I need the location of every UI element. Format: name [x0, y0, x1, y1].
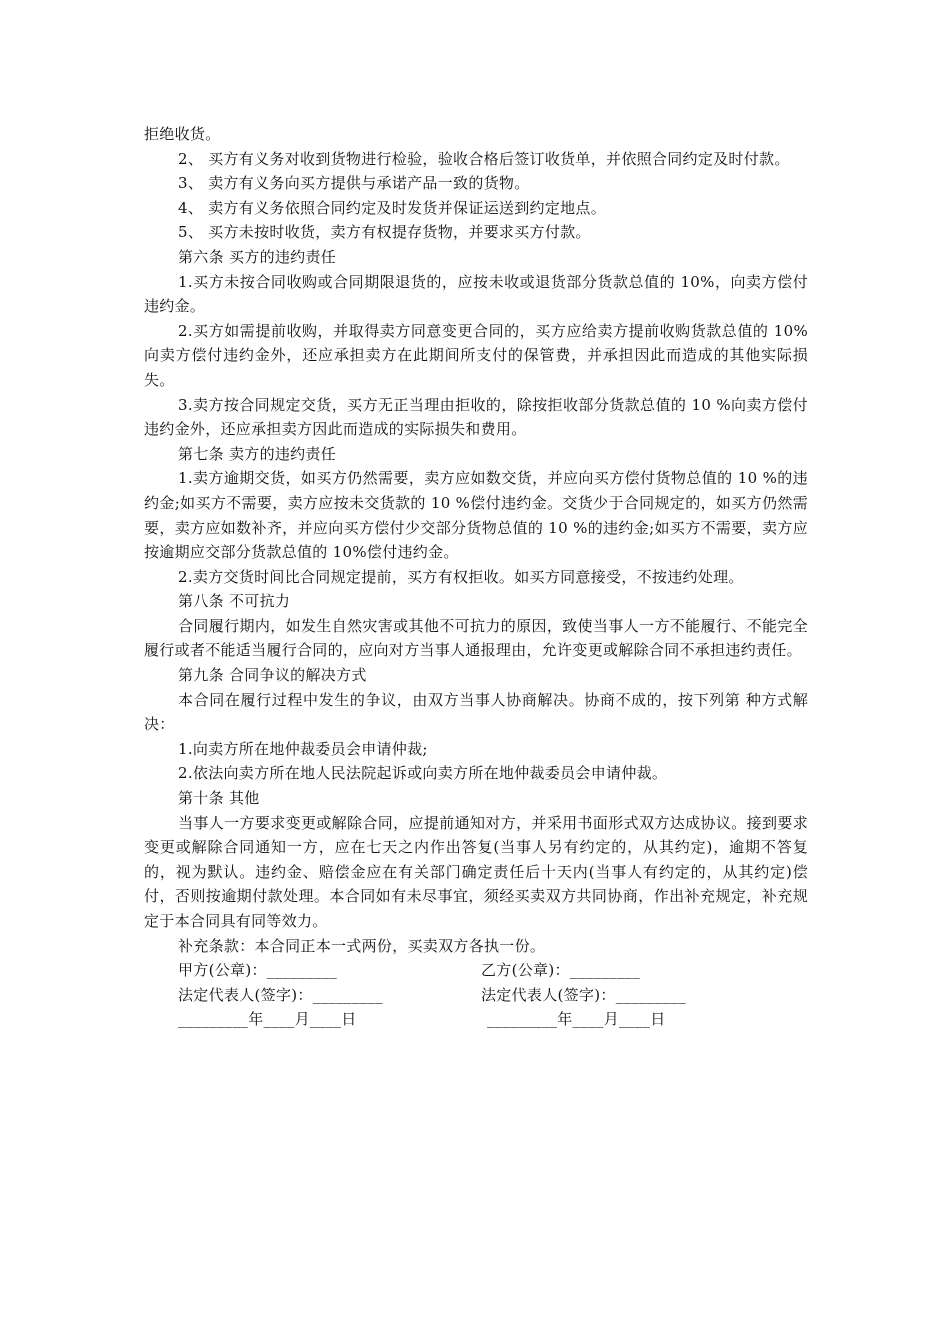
party-b-seal-line: 乙方(公章)：_________: [481, 961, 641, 980]
article-9-heading: 第九条 合同争议的解决方式: [178, 666, 367, 685]
article-6-item-2: 2.买方如需提前收购，并取得卖方同意变更合同的，买方应给卖方提前收购货款总值的 10%向卖方偿付违约金外，还应承担卖方在此期间所支付的保管费，并承担因此而造成的其他实际损失。: [144, 321, 808, 389]
article-8-heading: 第八条 不可抗力: [178, 592, 291, 611]
article-9-item-1: 1.向卖方所在地仲裁委员会申请仲裁;: [178, 739, 428, 758]
paragraph-continuation: 拒绝收货。: [144, 125, 221, 143]
supplementary-clause: 补充条款：本合同正本一式两份，买卖双方各执一份。: [178, 936, 546, 955]
party-b-representative-line: 法定代表人(签字)：_________: [481, 985, 686, 1004]
signature-row-seal: [144, 958, 808, 983]
article-7-item-2: 2.卖方交货时间比合同规定提前，买方有权拒收。如买方同意接受，不按违约处理。: [178, 567, 744, 586]
article-9-item-2: 2.依法向卖方所在地人民法院起诉或向卖方所在地仲裁委员会申请仲裁。: [178, 764, 668, 783]
article-9-body: 本合同在履行过程中发生的争议，由双方当事人协商解决。协商不成的，按下列第 种方式解决：: [144, 690, 808, 734]
article-6-heading: 第六条 买方的违约责任: [178, 247, 337, 266]
party-a-date-line: _________年____月____日: [178, 1010, 357, 1029]
article-7-item-1: 1.卖方逾期交货，如买方仍然需要，卖方应如数交货，并应向买方偿付货物总值的 10 %的违约金;如买方不需要，卖方应按未交货款的 10 %偿付违约金。交货少于合同规定的，如买方仍然需要，卖方应如数补齐，并应向买方偿付少交部分货物总值的 10 %的违约金;如买方不需要，卖方应按逾期应交部分货款总值的 10%偿付违约金。: [144, 469, 808, 562]
party-a-representative-line: 法定代表人(签字)：_________: [178, 985, 383, 1004]
article-6-item-3: 3.卖方按合同规定交货，买方无正当理由拒收的，除按拒收部分货款总值的 10 %向卖方偿付违约金外，还应承担卖方因此而造成的实际损失和费用。: [144, 395, 808, 439]
article-8-body: 合同履行期内，如发生自然灾害或其他不可抗力的原因，致使当事人一方不能履行、不能完全履行或者不能适当履行合同的，应向对方当事人通报理由，允许变更或解除合同不承担违约责任。: [144, 616, 808, 660]
article-10-body: 当事人一方要求变更或解除合同，应提前通知对方，并采用书面形式双方达成协议。接到要求变更或解除合同通知一方，应在七天之内作出答复(当事人另有约定的，从其约定)，逾期不答复的，视为默认。违约金、赔偿金应在有关部门确定责任后十天内(当事人有约定的，从其约定)偿付，否则按逾期付款处理。本合同如有未尽事宜，须经买卖双方共同协商，作出补充规定，补充规定于本合同具有同等效力。: [144, 813, 808, 930]
signature-row-date: [144, 1007, 808, 1032]
article-7-heading: 第七条 卖方的违约责任: [178, 444, 337, 463]
clause-item-4: 4、 卖方有义务依照合同约定及时发货并保证运送到约定地点。: [178, 198, 607, 217]
clause-item-2: 2、 买方有义务对收到货物进行检验，验收合格后签订收货单，并依照合同约定及时付款。: [178, 149, 790, 168]
party-a-seal-line: 甲方(公章)：_________: [178, 961, 338, 980]
article-6-item-1: 1.买方未按合同收购或合同期限退货的，应按未收或退货部分货款总值的 10%，向卖方偿付违约金。: [144, 272, 808, 316]
contract-body: [144, 122, 808, 1032]
article-10-heading: 第十条 其他: [178, 789, 260, 808]
party-b-date-line: _________年____月____日: [487, 1010, 666, 1029]
clause-item-3: 3、 卖方有义务向买方提供与承诺产品一致的货物。: [178, 174, 530, 193]
signature-row-representative: [144, 983, 808, 1008]
clause-item-5: 5、 买方未按时收货，卖方有权提存货物，并要求买方付款。: [178, 223, 591, 242]
